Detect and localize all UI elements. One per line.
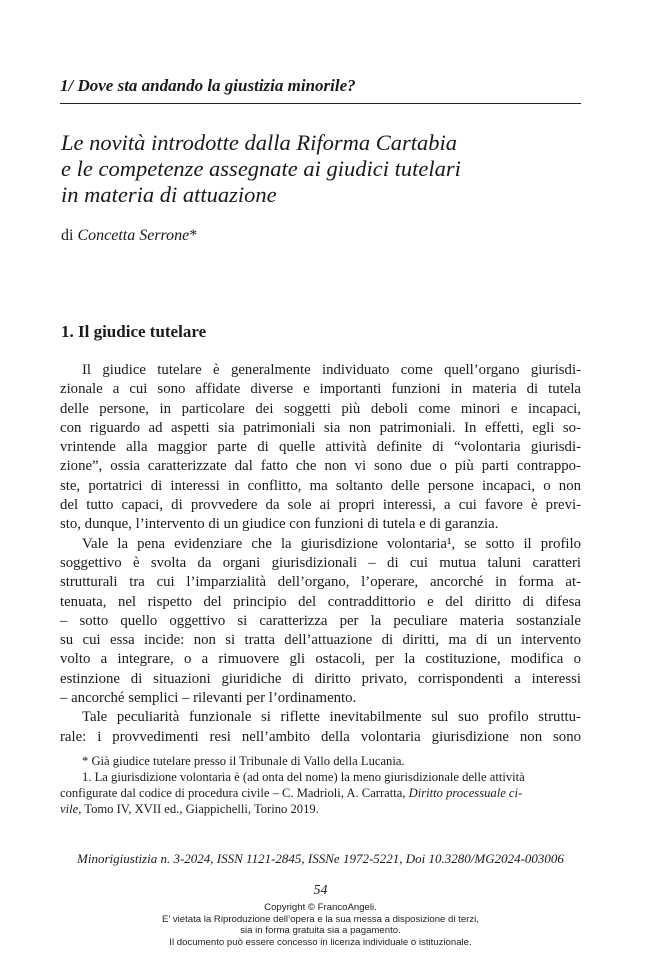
text-line: su cui essa incide: non si tratta dell’attuazione di diritti, ma di un intervento (60, 632, 581, 649)
text-line: rale: i provvedimenti resi nell’ambito della volontaria giurisdizione non sono (60, 728, 581, 745)
section-header: 1/ Dove sta andando la giustizia minorile? (60, 76, 356, 95)
text-line: del tutto capaci, di provvedere da sole ai propri interessi, a cui favore è previ- (60, 497, 581, 514)
text-line: – ancorché semplici – rilevanti per l’ordinamento. (60, 690, 357, 707)
footnote-1-line (60, 785, 581, 801)
title-line: Le novità introdotte dalla Riforma Cartabia (61, 130, 458, 155)
text-line: volto a integrare, o a rimuovere gli ostacoli, per la costituzione, modifica o (60, 651, 581, 668)
paragraph (60, 361, 581, 535)
title-line: in materia di attuazione (61, 182, 277, 207)
text-line: Vale la pena evidenziare che la giurisdizione volontaria¹, se sotto il profilo (82, 535, 581, 552)
text-line: sto, dunque, l’intervento di un giudice con funzioni di tutela e di garanzia. (60, 516, 499, 533)
text-line: vrintende alla maggior parte di quelle attività definite di “volontaria giurisdi- (60, 439, 581, 456)
paragraph (60, 708, 581, 747)
header-rule (60, 103, 581, 104)
footnote-1-line (60, 801, 581, 817)
body-text (60, 361, 581, 747)
author-footnote-mark: * (189, 227, 198, 244)
text-line: zionale a cui sono affidate diverse e importanti funzioni in materia di tutela (60, 381, 581, 398)
paragraph (60, 535, 581, 709)
footnote-text: configurate dal codice di procedura civile – C. Madrioli, A. Carratta, (60, 786, 409, 800)
title-line: e le competenze assegnate ai giudici tutelari (61, 156, 461, 181)
byline (61, 227, 197, 245)
text-line: delle persone, in particolare dei soggetti più deboli come minori e incapaci, (60, 400, 581, 417)
text-line: con riguardo ad aspetti sia patrimoniali sia non patrimoniali. In effetti, egli so- (60, 419, 581, 436)
byline-prefix: di (61, 227, 78, 244)
text-line: – sotto quello oggettivo si caratterizza per la peculiare materia sostanziale (60, 612, 581, 629)
text-line: estinzione di situazioni giuridiche di diritto privato, corrispondenti a interessi (60, 670, 581, 687)
text-line: zione”, ossia caratterizzate dal fatto che non vi sono due o più parti contrappo- (60, 458, 581, 475)
text-line: Tale peculiarità funzionale si riflette inevitabilmente sul suo profilo struttu- (82, 709, 581, 726)
text-line: soggettivo è svolta da organi giurisdizionali – di cui mutua taluni caratteri (60, 554, 581, 571)
text-line: Il giudice tutelare è generalmente individuato come quell’organo giurisdi- (82, 362, 581, 378)
footnote-text: , Tomo IV, XVII ed., Giappichelli, Torino 2019. (78, 802, 319, 816)
copyright-line: sia in forma gratuita sia a pagamento. (240, 925, 401, 937)
footnote-star: * Già giudice tutelare presso il Tribunale di Vallo della Lucania. (82, 754, 405, 768)
copyright-line: Copyright © FrancoAngeli. (264, 902, 377, 913)
article-title (61, 130, 582, 208)
copyright-notice (60, 902, 581, 948)
copyright-line: E’ vietata la Riproduzione dell’opera e la sua messa a disposizione di terzi, (162, 913, 479, 925)
footnote-book-title: vile (60, 802, 79, 816)
footnote-1-line: 1. La giurisdizione volontaria è (ad onta del nome) la meno giurisdizionale delle attività (82, 770, 525, 784)
footnotes (60, 753, 581, 817)
journal-citation: Minorigiustizia n. 3-2024, ISSN 1121-2845, ISSNe 1972-5221, Doi 10.3280/MG2024-003006 (77, 851, 564, 866)
page-number: 54 (313, 883, 328, 898)
text-line: tenuata, nel rispetto del principio del contraddittorio e del diritto di difesa (60, 593, 581, 610)
text-line: strutturali tra cui l’imparzialità dell’organo, l’operare, ancorché in forma at- (60, 574, 581, 591)
author-name: Concetta Serrone (77, 227, 190, 244)
copyright-line: Il documento può essere concesso in licenza individuale o istituzionale. (169, 936, 472, 948)
section-heading: 1. Il giudice tutelare (61, 322, 207, 341)
footnote-book-title: Diritto processuale ci- (408, 786, 523, 800)
text-line: ste, portatrici di interessi in conflitto, ma soltanto delle persone incapaci, o non (60, 477, 581, 494)
